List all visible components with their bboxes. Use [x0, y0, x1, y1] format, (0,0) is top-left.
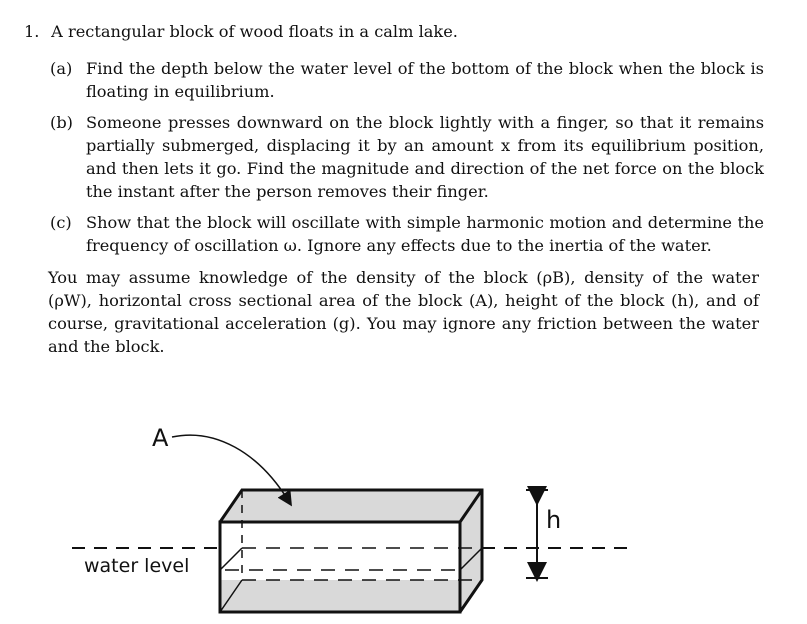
- part-label: (b): [50, 113, 73, 132]
- part-label: (a): [50, 59, 73, 78]
- block-hidden-edge: [220, 548, 242, 570]
- block-top-face: [220, 490, 482, 522]
- area-label: A: [152, 424, 169, 452]
- problem-1: [24, 20, 764, 265]
- assumptions-paragraph: You may assume knowledge of the density of the block (ρB), density of the water (ρW), horizontal cross sectional area of the block (A), height of the block (h), and of course, gravitational acceleration (g). You may ignore any friction between the water and the block.: [48, 268, 759, 356]
- part-a: [50, 57, 764, 103]
- part-text: Someone presses downward on the block lightly with a finger, so that it remains partially submerged, displacing it by an amount x from its equilibrium position, and then lets it go. Find the magnitude and direction of the net force on the block the instant after the person removes their finger.: [86, 113, 764, 201]
- problem-number: 1.: [24, 22, 40, 41]
- part-b: [50, 111, 764, 203]
- problem-statement: [24, 20, 764, 43]
- height-label: h: [546, 506, 562, 534]
- part-text: Show that the block will oscillate with simple harmonic motion and determine the frequency of oscillation ω. Ignore any effects due to the inertia of the water.: [86, 213, 764, 255]
- floating-block-diagram: [0, 400, 807, 624]
- problem-parts: [50, 57, 764, 257]
- block-front-bottom-face: [220, 580, 460, 612]
- part-c: [50, 211, 764, 257]
- part-text: Find the depth below the water level of the bottom of the block when the block is floating in equilibrium.: [86, 59, 764, 101]
- problem-statement-text: A rectangular block of wood floats in a calm lake.: [51, 22, 458, 41]
- water-level-label: water level: [84, 555, 190, 577]
- part-label: (c): [50, 213, 72, 232]
